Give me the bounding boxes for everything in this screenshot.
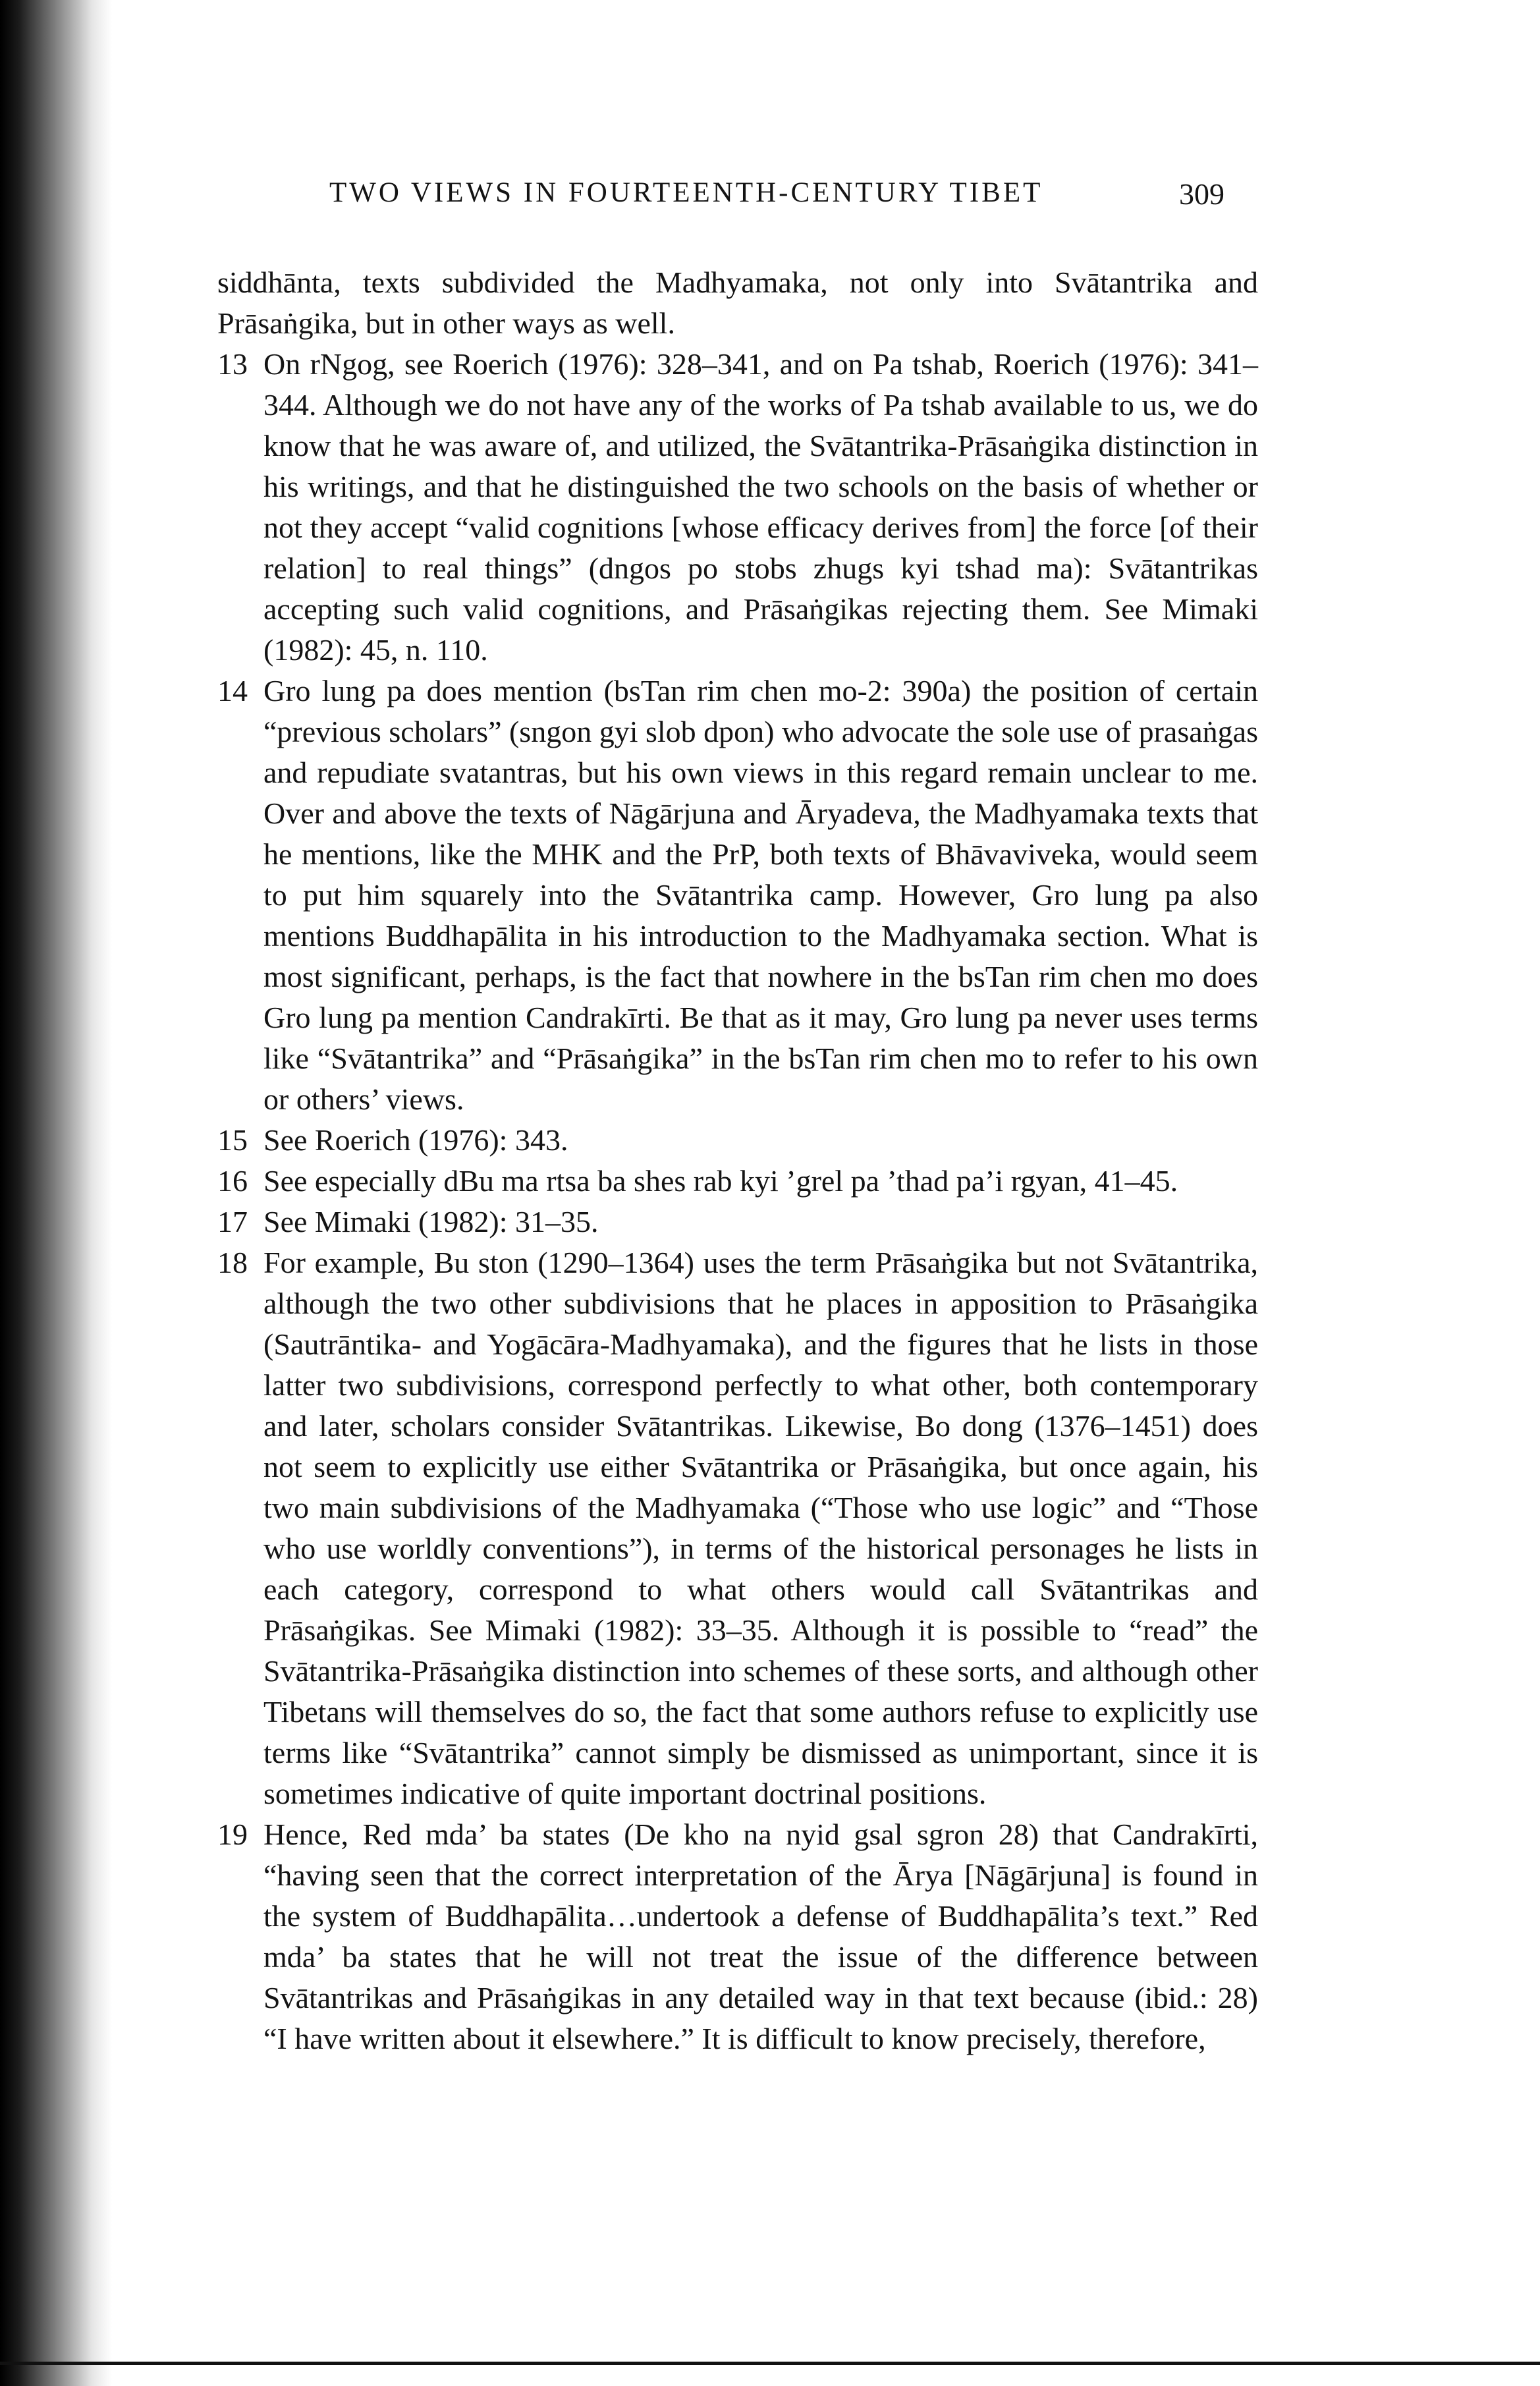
note-number: 19 [217,1817,248,1851]
note-text: Gro lung pa does mention (bsTan rim chen mo-2: 390a) the position of certain “previous scholars” (sngon gyi slob dpon) who advocate the sole use of prasaṅgas and repudiate svatantras, but his own views in this regard remain unclear to me. Over and above the texts of Nāgārjuna and Āryadeva, the Madhyamaka texts that he mentions, like the MHK and the PrP, both texts of Bhāvaviveka, would seem to put him squarely into the Svātantrika camp. However, Gro lung pa also mentions Buddhapālita in his introduction to the Madhyamaka section. What is most significant, perhaps, is the fact that nowhere in the bsTan rim chen mo does Gro lung pa mention Candrakīrti. Be that as it may, Gro lung pa never uses terms like “Svātantrika” and “Prāsaṅgika” in the bsTan rim chen mo to refer to his own or others’ views. [263,674,1258,1116]
note-number: 18 [217,1246,248,1279]
note-14 [217,671,1258,1120]
note-text: See especially dBu ma rtsa ba shes rab kyi ’grel pa ’thad pa’i rgyan, 41–45. [263,1164,1178,1198]
note-continuation [217,262,1258,344]
note-number: 17 [217,1205,248,1238]
note-text: For example, Bu ston (1290–1364) uses the term Prāsaṅgika but not Svātantrika, although the two other subdivisions that he places in apposition to Prāsaṅgika (Sautrāntika- and Yogācāra-Madhyamaka), and the figures that he lists in those latter two subdivisions, correspond perfectly to what other, both contemporary and later, scholars consider Svātantrikas. Likewise, Bo dong (1376–1451) does not seem to explicitly use either Svātantrika or Prāsaṅgika, but once again, his two main subdivisions of the Madhyamaka (“Those who use logic” and “Those who use worldly conventions”), in terms of the historical personages he lists in each category, correspond to what others would call Svātantrikas and Prāsaṅgikas. See Mimaki (1982): 33–35. Although it is possible to “read” the Svātantrika-Prāsaṅgika distinction into schemes of these sorts, and although other Tibetans will themselves do so, the fact that some authors refuse to explicitly use terms like “Svātantrika” cannot simply be dismissed as unimportant, since it is sometimes indicative of quite important doctrinal positions. [263,1246,1258,1810]
note-text: Hence, Red mda’ ba states (De kho na nyid gsal sgron 28) that Candrakīrti, “having seen that the correct interpretation of the Ārya [Nāgārjuna] is found in the system of Buddhapālita…undertook a defense of Buddhapālita’s text.” Red mda’ ba states that he will not treat the issue of the difference between Svātantrikas and Prāsaṅgikas in any detailed way in that text because (ibid.: 28) “I have written about it elsewhere.” It is difficult to know precisely, therefore, [263,1817,1258,2055]
note-text: See Mimaki (1982): 31–35. [263,1205,599,1238]
note-13 [217,344,1258,671]
endnotes-body [217,262,1258,2059]
note-number: 16 [217,1164,248,1198]
running-title: TWO VIEWS IN FOURTEENTH-CENTURY TIBET [329,177,1043,208]
bottom-edge-rule [0,2362,1540,2365]
note-text: On rNgog, see Roerich (1976): 328–341, and on Pa tshab, Roerich (1976): 341–344. Although we do not have any of the works of Pa tshab available to us, we do know that he was aware of, and utilized, the Svātantrika-Prāsaṅgika distinction in his writings, and that he distinguished the two schools on the basis of whether or not they accept “valid cognitions [whose efficacy derives from] the force [of their relation] to real things” (dngos po stobs zhugs kyi tshad ma): Svātantrikas accepting such valid cognitions, and Prāsaṅgikas rejecting them. See Mimaki (1982): 45, n. 110. [263,347,1258,667]
note-number: 15 [217,1123,248,1157]
book-spine-shadow [0,0,112,2386]
running-header [0,177,1540,223]
note-17 [217,1202,1258,1242]
note-16 [217,1161,1258,1202]
note-19 [217,1814,1258,2059]
page-number: 309 [1179,177,1224,211]
note-text: See Roerich (1976): 343. [263,1123,568,1157]
note-number: 14 [217,674,248,707]
note-15 [217,1120,1258,1161]
note-18 [217,1242,1258,1814]
note-text: siddhānta, texts subdivided the Madhyamaka, not only into Svātantrika and Prāsaṅgika, but in other ways as well. [217,265,1258,340]
note-number: 13 [217,347,248,381]
